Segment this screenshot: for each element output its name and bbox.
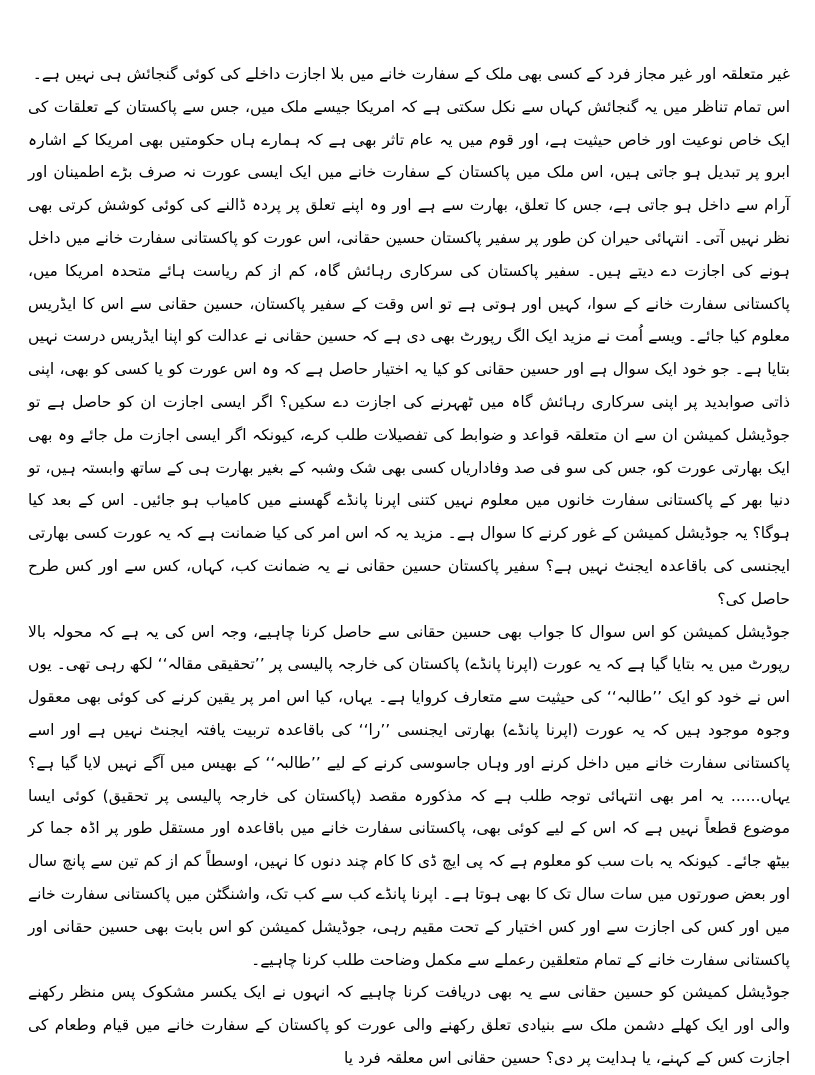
- paragraph-2: اس تمام تناظر میں یہ گنجائش کہاں سے نکل سکتی ہے کہ امریکا جیسے ملک میں، جس سے پاکستان کے تعلقات کی ایک خاص نوعیت اور خاص حیثیت ہے، اور قوم میں یہ عام تاثر بھی ہے کہ ہمارے ہاں حکومتیں بھی امریکا کے اشارہ ابرو پر تبدیل ہو جاتی ہیں، اس ملک میں پاکستان کے سفارت خانے میں ایک ایسی عورت نہ صرف بڑے اطمینان اور آرام سے داخل ہو جاتی ہے، جس کا تعلق، بھارت سے ہے اور وہ اپنے تعلق پر پردہ ڈالنے کی کوئی کوشش کرتی بھی نظر نہیں آتی۔ انتہائی حیران کن طور پر سفیر پاکستان حسین حقانی، اس عورت کو پاکستانی سفارت خانے میں داخل ہونے کی اجازت دے دیتے ہیں۔ سفیر پاکستان کی سرکاری رہائش گاہ، کم از کم ریاست ہائے متحدہ امریکا میں، پاکستانی سفارت خانے کے سوا، کہیں اور ہوتی ہے تو اس وقت کے سفیر پاکستان، حسین حقانی سے اس کا ایڈریس معلوم کیا جائے۔ ویسے اُمت نے مزید ایک الگ رپورٹ بھی دی ہے کہ حسین حقانی نے عدالت کو اپنا ایڈریس درست نہیں بتایا ہے۔ جو خود ایک سوال ہے اور حسین حقانی کو کیا یہ اختیار حاصل ہے کہ وہ اس عورت کو یا کسی کو بھی، اپنی ذاتی صوابدید پر اپنی سرکاری رہائش گاہ میں ٹھہرنے کی اجازت دے سکیں؟ اگر ایسی اجازت ان کو حاصل ہے تو جوڈیشل کمیشن ان سے ان متعلقہ قواعد و ضوابط کی تفصیلات طلب کرے، کیونکہ اگر ایسی اجازت مل جائے وہ بھی ایک بھارتی عورت کو، جس کی سو فی صد وفاداریاں کسی بھی شک وشبہ کے بغیر بھارت ہی کے ساتھ وابستہ ہیں، تو دنیا بھر کے پاکستانی سفارت خانوں میں معلوم نہیں کتنی اپرنا پانڈے گھسنے میں کامیاب ہو جائیں۔ اس کے بعد کیا ہوگا؟ یہ جوڈیشل کمیشن کے غور کرنے کا سوال ہے۔ مزید یہ کہ اس امر کی کیا ضمانت ہے کہ یہ عورت کسی بھارتی ایجنسی کی باقاعدہ ایجنٹ نہیں ہے؟ سفیر پاکستان حسین حقانی نے یہ ضمانت کب، کہاں، کس سے اور کس طرح حاصل کی؟: [28, 97, 790, 608]
- paragraph-4: جوڈیشل کمیشن کو حسین حقانی سے یہ بھی دریافت کرنا چاہیے کہ انہوں نے ایک یکسر مشکوک پس منظر رکھنے والی اور ایک کھلے دشمن ملک سے بنیادی تعلق رکھنے والی عورت کو پاکستان کے سفارت خانے میں قیام وطعام کی اجازت کس کے کہنے، یا ہدایت پر دی؟ حسین حقانی اس معلقہ فرد یا: [28, 983, 790, 1067]
- document-body: [28, 58, 790, 1075]
- paragraph-1: غیر متعلقہ اور غیر مجاز فرد کے کسی بھی ملک کے سفارت خانے میں بلا اجازت داخلے کی کوئی گنجائش ہی نہیں ہے۔: [32, 65, 790, 83]
- paragraph-3: جوڈیشل کمیشن کو اس سوال کا جواب بھی حسین حقانی سے حاصل کرنا چاہیے، وجہ اس کی یہ ہے کہ محولہ بالا رپورٹ میں یہ بتایا گیا ہے کہ یہ عورت (اپرنا پانڈے) پاکستان کی خارجہ پالیسی پر ’’تحقیقی مقالہ‘‘ لکھ رہی تھی۔ یوں اس نے خود کو ایک ’’طالبہ‘‘ کی حیثیت سے متعارف کروایا ہے۔ یہاں، کیا اس امر پر یقین کرنے کی کوئی بھی معقول وجوہ موجود ہیں کہ یہ عورت (اپرنا پانڈے) بھارتی ایجنسی ’’را‘‘ کی باقاعدہ تربیت یافتہ ایجنٹ نہیں ہے اور اسے پاکستانی سفارت خانے میں داخل کرنے اور وہاں جاسوسی کرنے کے لیے ’’طالبہ‘‘ کے بھیس میں آگے نہیں لایا گیا ہے؟ یہاں...... یہ امر بھی انتہائی توجہ طلب ہے کہ مذکورہ مقصد (پاکستان کی خارجہ پالیسی پر تحقیق) کوئی ایسا موضوع قطعاً نہیں ہے کہ اس کے لیے کوئی بھی، پاکستانی سفارت خانے میں باقاعدہ اور مستقل طور پر اڈہ جما کر بیٹھ جائے۔ کیونکہ یہ بات سب کو معلوم ہے کہ پی ایچ ڈی کا کام چند دنوں کا نہیں، اوسطاً کم از کم تین سے پانچ سال اور بعض صورتوں میں سات سال تک کا بھی ہوتا ہے۔ اپرنا پانڈے کب سے کب تک، واشنگٹن میں پاکستانی سفارت خانے میں اور کس کی اجازت سے اور کس اختیار کے تحت مقیم رہی، جوڈیشل کمیشن کو اس بابت بھی حسین حقانی اور پاکستانی سفارت خانے کے تمام متعلقین رعملے سے مکمل وضاحت طلب کرنا چاہیے۔: [28, 622, 790, 969]
